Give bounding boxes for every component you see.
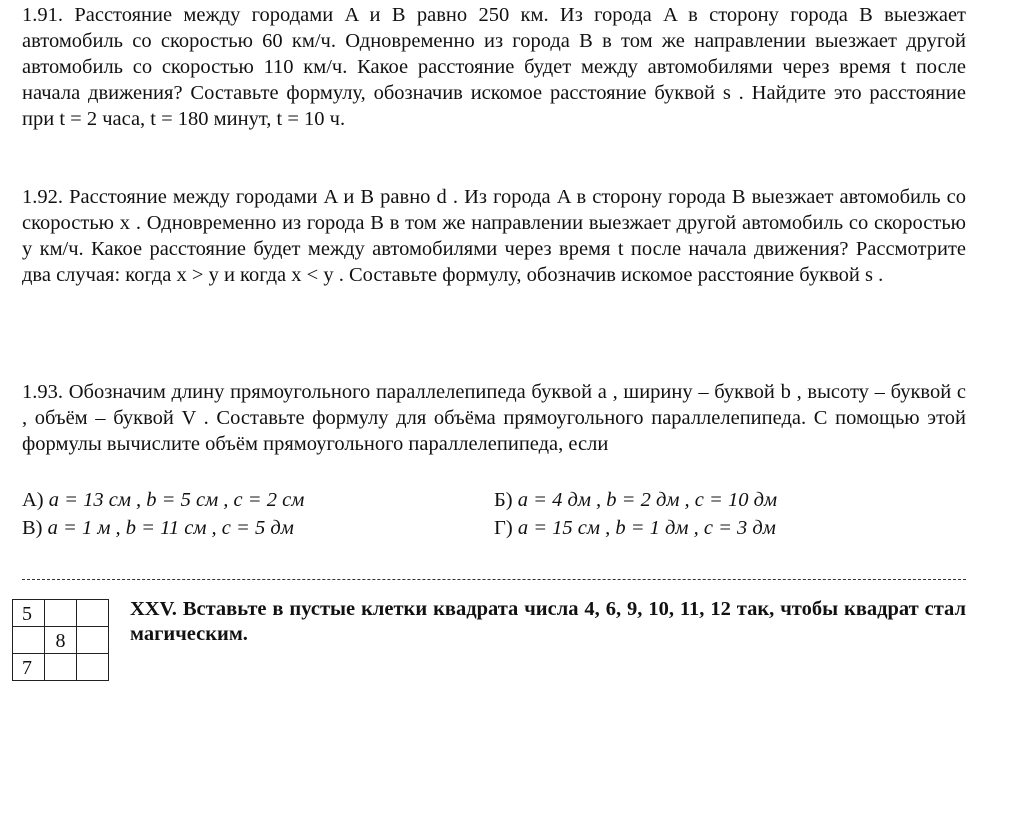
magic-square-cell — [45, 600, 77, 627]
problem-text: Расстояние между городами A и B равно d . Из города A в сторону города B выезжает автомобиль со скоростью x . Одновременно из города B в том же направлении выезжает другой автомобиль со скоростью y км/ч. Какое расстояние будет между автомобилями через время t после начала движения? Рассмотрите два случая: когда x > y и когда x < y . Составьте формулу, обозначив искомое расстояние буквой s . — [22, 186, 967, 286]
magic-square-cell — [45, 654, 77, 681]
dashed-separator — [22, 579, 966, 580]
option-value: a = 1 м , b = 11 см , c = 5 дм — [47, 517, 294, 539]
task-xxv — [130, 597, 966, 647]
magic-square-cell: 8 — [45, 627, 77, 654]
magic-square-cell: 7 — [13, 654, 45, 681]
option-g — [494, 514, 966, 542]
problem-number: 1.91. — [22, 4, 63, 26]
option-v — [22, 514, 494, 542]
magic-square-row — [13, 627, 109, 654]
option-value: a = 13 см , b = 5 см , c = 2 см — [48, 489, 305, 511]
problem-text: Расстояние между городами A и B равно 250 км. Из города A в сторону города B выезжает автомобиль со скоростью 60 км/ч. Одновременно из города B в том же направлении выезжает другой автомобиль со скоростью 110 км/ч. Какое расстояние будет между автомобилями через время t после начала движения? Составьте формулу, обозначив искомое расстояние буквой s . Найдите это расстояние при t = 2 часа, t = 180 минут, t = 10 ч. — [22, 4, 966, 130]
magic-square-cell: 5 — [13, 600, 45, 627]
magic-square-cell — [77, 600, 109, 627]
magic-square-cell — [13, 627, 45, 654]
task-number: XXV. — [130, 598, 177, 620]
option-value: a = 15 см , b = 1 дм , c = 3 дм — [517, 517, 776, 539]
magic-square-cell — [77, 627, 109, 654]
magic-square-row — [13, 600, 109, 627]
problem-number: 1.93. — [22, 381, 63, 403]
magic-square-cell — [77, 654, 109, 681]
problem-1-93-options — [22, 486, 966, 542]
problem-1-91 — [22, 2, 966, 132]
magic-square — [12, 599, 109, 681]
option-label: Г) — [494, 517, 513, 539]
option-label: В) — [22, 517, 43, 539]
option-label: Б) — [494, 489, 513, 511]
magic-square-row — [13, 654, 109, 681]
option-label: А) — [22, 489, 44, 511]
option-a — [22, 486, 494, 514]
problem-1-93 — [22, 379, 966, 457]
problem-text: Обозначим длину прямоугольного параллелепипеда буквой a , ширину – буквой b , высоту – буквой c , объём – буквой V . Составьте формулу для объёма прямоугольного параллелепипеда. С помощью этой формулы вычислите объём прямоугольного параллелепипеда, если — [22, 381, 966, 455]
problem-number: 1.92. — [22, 186, 63, 208]
problem-1-92 — [22, 184, 966, 288]
option-value: a = 4 дм , b = 2 дм , c = 10 дм — [517, 489, 778, 511]
task-text: Вставьте в пустые клетки квадрата числа 4, 6, 9, 10, 11, 12 так, чтобы квадрат стал магическим. — [130, 598, 966, 645]
option-b — [494, 486, 966, 514]
